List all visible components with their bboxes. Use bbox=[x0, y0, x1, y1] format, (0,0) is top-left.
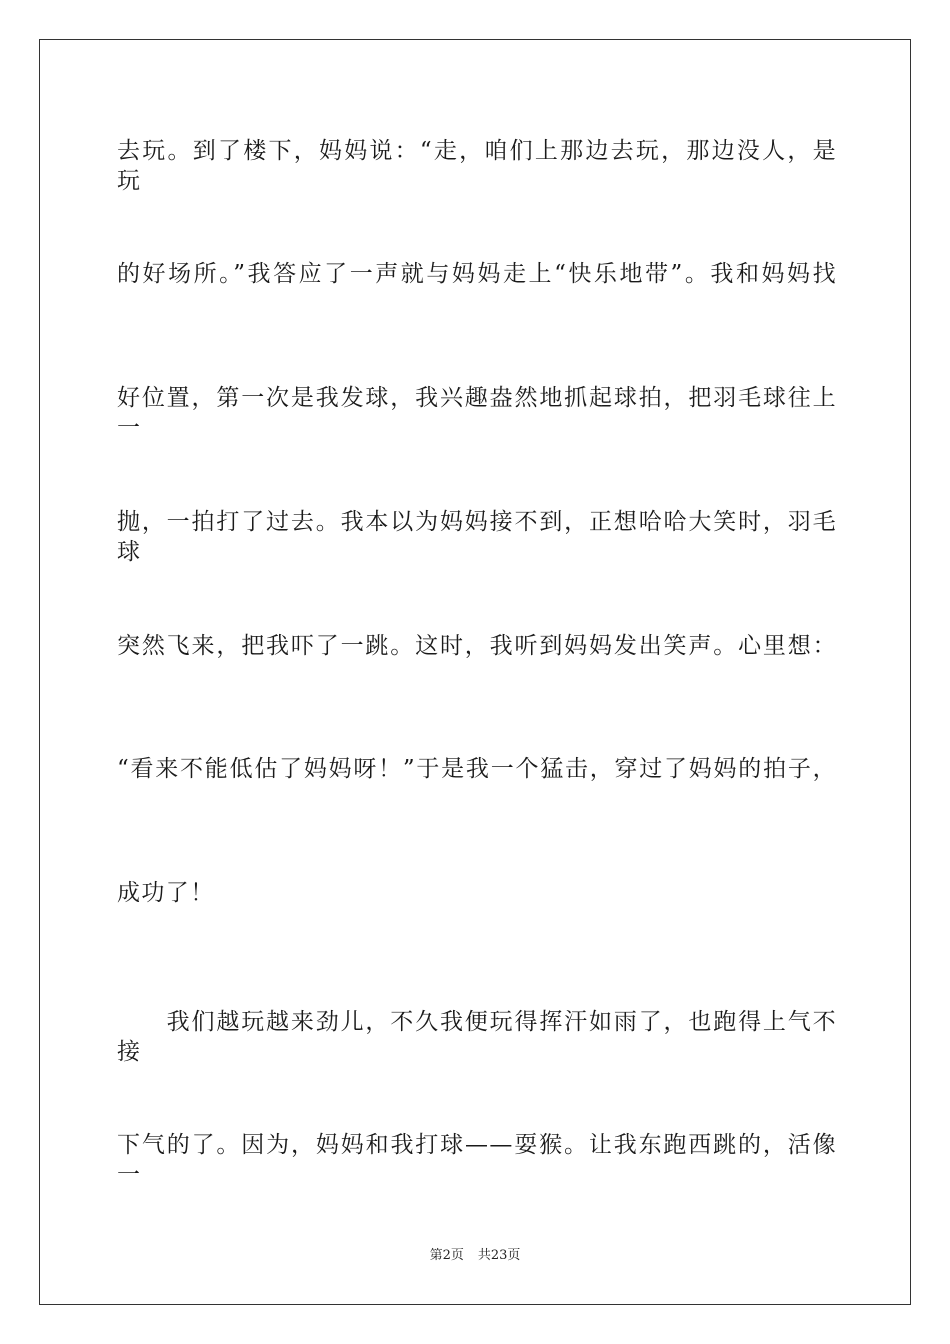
text-line: 我们越玩越来劲儿，不久我便玩得挥汗如雨了，也跑得上气不接 bbox=[117, 1009, 837, 1065]
text-line: “看来不能低估了妈妈呀！”于是我一个猛击，穿过了妈妈的拍子， bbox=[117, 756, 837, 782]
page-border bbox=[39, 39, 911, 1305]
page-number: 第2页 bbox=[429, 1248, 464, 1263]
text-line: 下气的了。因为，妈妈和我打球——耍猴。让我东跑西跳的，活像一 bbox=[117, 1132, 837, 1188]
text-line: 好位置，第一次是我发球，我兴趣盎然地抓起球拍，把羽毛球往上一 bbox=[117, 385, 837, 441]
text-line: 抛，一拍打了过去。我本以为妈妈接不到，正想哈哈大笑时，羽毛球 bbox=[117, 509, 837, 565]
text-line: 的好场所。”我答应了一声就与妈妈走上“快乐地带”。我和妈妈找 bbox=[117, 261, 837, 287]
page-footer bbox=[0, 1248, 950, 1264]
text-line: 成功了！ bbox=[117, 880, 215, 906]
page-total: 共23页 bbox=[477, 1248, 521, 1263]
text-line: 突然飞来，把我吓了一跳。这时，我听到妈妈发出笑声。心里想： bbox=[117, 633, 837, 659]
text-line: 去玩。到了楼下，妈妈说：“走，咱们上那边去玩，那边没人，是玩 bbox=[117, 138, 837, 194]
